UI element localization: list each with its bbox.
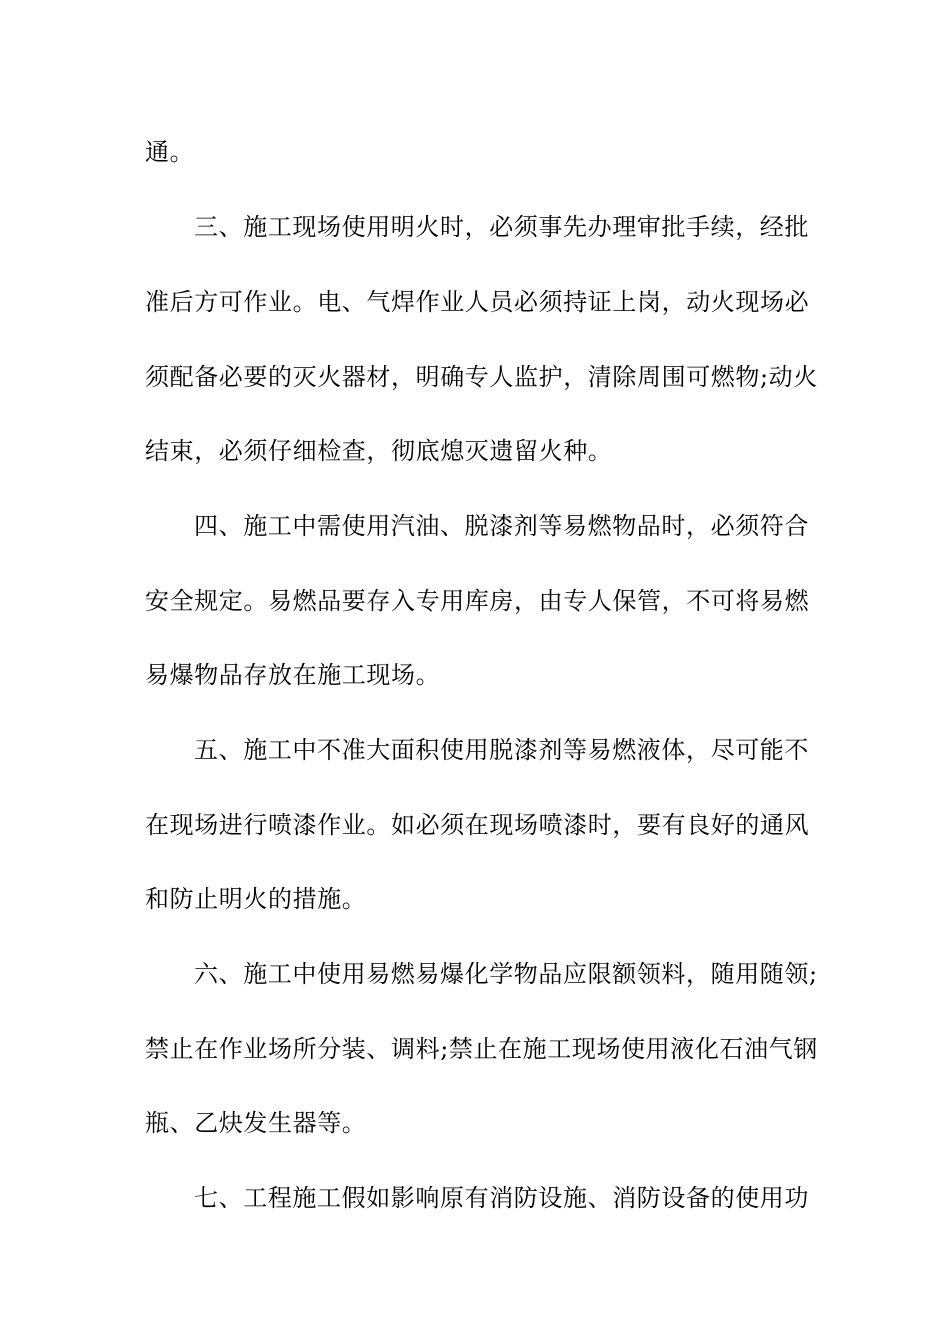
paragraph-3-line-2: 准后方可作业。电、气焊作业人员必须持证上岗，动火现场必 [145,288,810,316]
paragraph-6-line-2: 禁止在作业场所分装、调料;禁止在施工现场使用液化石油气钢 [145,1035,818,1063]
paragraph-3-line-4: 结束，必须仔细检查，彻底熄灭遗留火种。 [145,437,613,465]
paragraph-5-line-1: 五、施工中不准大面积使用脱漆剂等易燃液体，尽可能不 [194,736,809,764]
paragraph-3-line-3: 须配备必要的灭火器材，明确专人监护，清除周围可燃物;动火 [145,363,818,391]
text-line: 通。 [145,138,195,166]
paragraph-4-line-2: 安全规定。易燃品要存入专用库房，由专人保管，不可将易燃 [145,587,810,615]
paragraph-3-line-1: 三、施工现场使用明火时，必须事先办理审批手续，经批 [194,213,809,241]
paragraph-6-line-1: 六、施工中使用易燃易爆化学物品应限额领料，随用随领; [194,960,818,988]
paragraph-5-line-2: 在现场进行喷漆作业。如必须在现场喷漆时，要有良好的通风 [145,811,810,839]
paragraph-7-line-1: 七、工程施工假如影响原有消防设施、消防设备的使用功 [194,1184,809,1212]
paragraph-6-line-3: 瓶、乙炔发生器等。 [145,1109,367,1137]
paragraph-5-line-3: 和防止明火的措施。 [145,885,367,913]
paragraph-4-line-3: 易爆物品存放在施工现场。 [145,661,441,689]
paragraph-4-line-1: 四、施工中需使用汽油、脱漆剂等易燃物品时，必须符合 [194,512,809,540]
